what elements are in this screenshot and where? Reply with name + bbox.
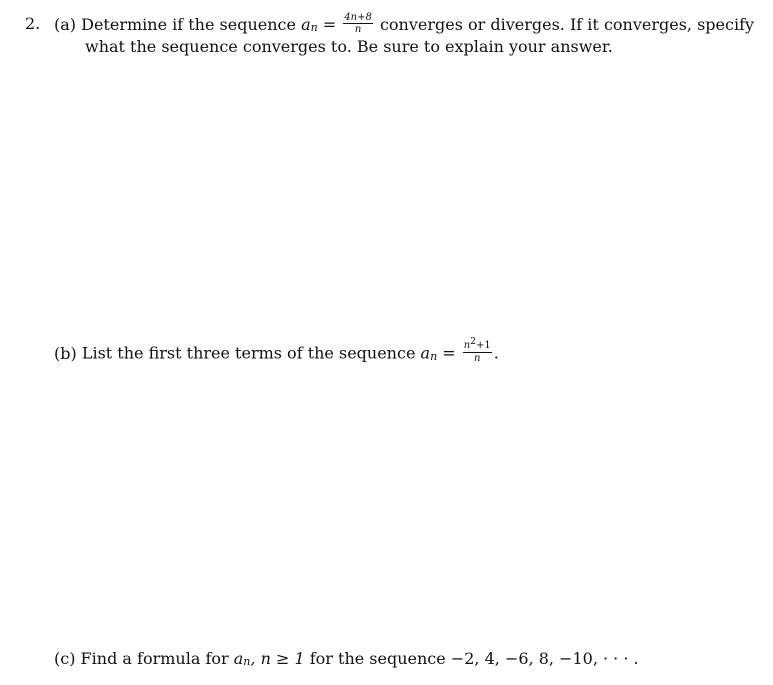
part-b-fraction [463, 337, 492, 364]
part-b-label: (b) [54, 343, 77, 363]
part-b-frac-num [463, 337, 492, 353]
part-c-label: (c) [54, 649, 76, 668]
part-a-label: (a) [54, 15, 77, 34]
part-a-eq: = [322, 15, 337, 34]
part-c-line [54, 649, 639, 668]
part-b-frac-den: n [473, 353, 481, 364]
part-a-var: a [301, 15, 311, 34]
part-a-frac-den: n [354, 24, 362, 35]
part-a-line-1 [54, 14, 754, 37]
question-number: 2. [25, 14, 41, 33]
part-b-end: . [493, 343, 499, 363]
part-a-text-before: Determine if the sequence [81, 15, 296, 34]
part-b-line [54, 337, 499, 366]
part-c-sub: n [243, 655, 251, 668]
part-b-text-before: List the first three terms of the sequence [81, 343, 416, 363]
part-c-text-mid: for the sequence [309, 649, 446, 668]
part-a-text-after: converges or diverges. If it converges, specify [379, 15, 755, 34]
part-a-sub: n [310, 21, 318, 34]
part-b-frac-num-rest: +1 [475, 340, 491, 351]
part-c-var: a [233, 649, 244, 668]
part-a-fraction [343, 12, 373, 35]
part-a-frac-num: 4n+8 [344, 12, 372, 23]
part-a-line-2: what the sequence converges to. Be sure to explain your answer. [85, 37, 613, 56]
part-b-var: a [420, 343, 431, 363]
part-b-eq: = [442, 343, 456, 363]
part-b-frac-num-sup: 2 [470, 337, 476, 347]
part-c-cond: , n ≥ 1 [250, 649, 305, 668]
part-c-text-before: Find a formula for [80, 649, 229, 668]
part-b-frac-num-base: n [463, 340, 471, 351]
part-c-sequence: −2, 4, −6, 8, −10, · · · . [450, 649, 639, 668]
part-b-sub: n [430, 349, 438, 363]
